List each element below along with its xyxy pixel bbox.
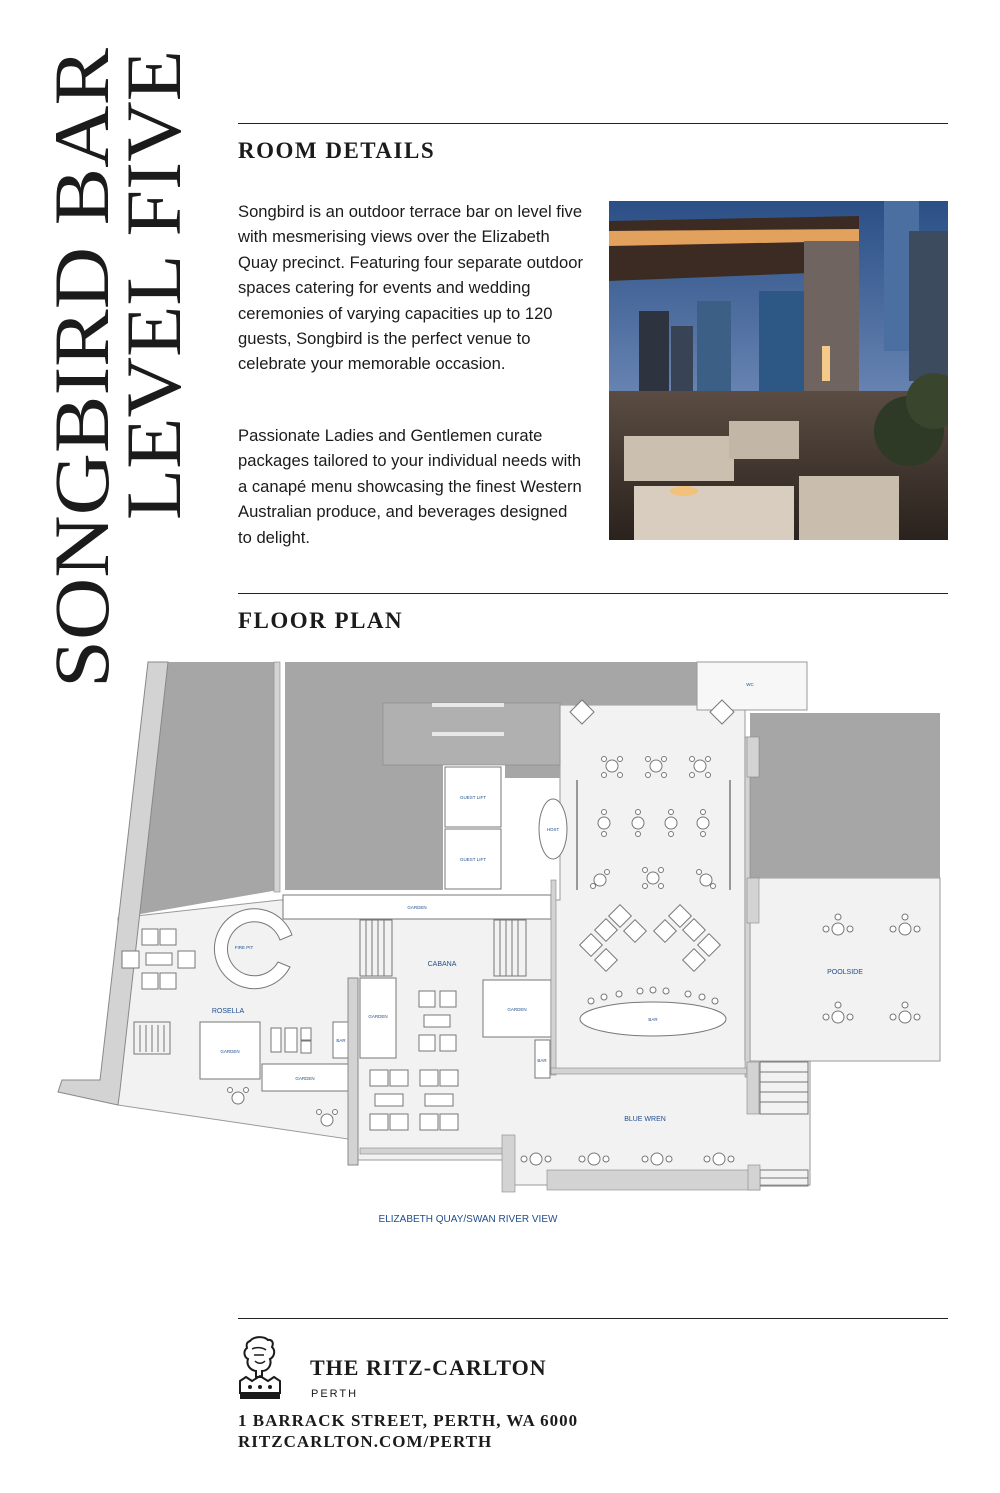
- label-garden-rosella: GARDEN: [220, 1049, 240, 1054]
- floor-plan-svg: [0, 650, 1000, 1250]
- label-cabana: CABANA: [427, 961, 457, 968]
- title-line2: LEVEL FIVE: [110, 83, 197, 520]
- room-details-paragraph-2: Passionate Ladies and Gentlemen curate packages tailored to your individual needs with a canapé menu showcasing the finest Western Australian produce, and beverages designed to delight.: [238, 426, 582, 547]
- lion-crown-icon: [236, 1335, 284, 1401]
- column: [747, 878, 759, 923]
- lion-crown-logo: [236, 1335, 284, 1401]
- label-view: ELIZABETH QUAY/SWAN RIVER VIEW: [378, 1214, 558, 1225]
- bottom-planter: [547, 1170, 760, 1190]
- title-line1: SONGBIRD BAR: [38, 109, 125, 688]
- bar-wall-bottom: [551, 1068, 747, 1074]
- stair-step: [432, 703, 504, 707]
- label-poolside: POOLSIDE: [827, 969, 863, 976]
- label-guest-lift-2: GUEST LIFT: [460, 857, 486, 862]
- room-details-paragraph-1: Songbird is an outdoor terrace bar on level five with mesmerising views over the Elizabeth Quay precinct. Featuring four separate outdoor spaces catering for events and wedding ceremonies of varying capacities up to 120 guests, Songbird is the perfect venue to celebrate your memorable occasion.: [238, 202, 583, 374]
- bottom-wall: [360, 1148, 505, 1154]
- footer-address: 1 BARRACK STREET, PERTH, WA 6000: [238, 1411, 579, 1430]
- column-wall: [274, 662, 280, 892]
- label-bar-main: BAR: [648, 1017, 658, 1022]
- label-wc: WC: [746, 682, 754, 687]
- terrace-photo-illustration: [609, 201, 948, 540]
- brand-city: PERTH: [311, 1388, 359, 1400]
- label-bar-small-2: BAR: [537, 1058, 547, 1063]
- divider-floor-plan: [238, 593, 948, 594]
- bar-wall-left: [551, 880, 556, 1075]
- stair-step: [432, 732, 504, 736]
- label-blue-wren: BLUE WREN: [624, 1116, 666, 1123]
- divider-top: [238, 123, 948, 124]
- label-garden-cabana-right: GARDEN: [507, 1007, 527, 1012]
- vertical-title: [0, 0, 200, 700]
- label-garden-top: GARDEN: [407, 905, 427, 910]
- bottom-column: [748, 1165, 760, 1190]
- label-host: HOST: [546, 827, 560, 832]
- label-rosella: ROSELLA: [211, 1008, 245, 1015]
- cabana-wall-left: [348, 978, 358, 1165]
- room-details-heading: ROOM DETAILS: [238, 138, 436, 163]
- divider-footer: [238, 1318, 948, 1319]
- roof-block-center: [285, 662, 443, 890]
- brand-name: THE RITZ-CARLTON: [310, 1355, 547, 1380]
- label-garden-cabana-left: GARDEN: [368, 1014, 388, 1019]
- column: [747, 1062, 759, 1114]
- bottom-column: [502, 1135, 515, 1192]
- vertical-title-svg: [0, 0, 200, 700]
- label-fire-pit: FIRE PIT: [234, 945, 254, 950]
- column: [747, 737, 759, 777]
- label-garden-bottom: GARDEN: [295, 1076, 315, 1081]
- footer-website[interactable]: RITZCARLTON.COM/PERTH: [238, 1432, 493, 1451]
- label-bar-small-1: BAR: [336, 1038, 346, 1043]
- roof-block-right: [750, 713, 940, 878]
- label-guest-lift-1: GUEST LIFT: [460, 795, 486, 800]
- floor-plan-heading: FLOOR PLAN: [238, 608, 404, 633]
- floor-plan: [0, 650, 1000, 1250]
- terrace-photo: [609, 201, 948, 540]
